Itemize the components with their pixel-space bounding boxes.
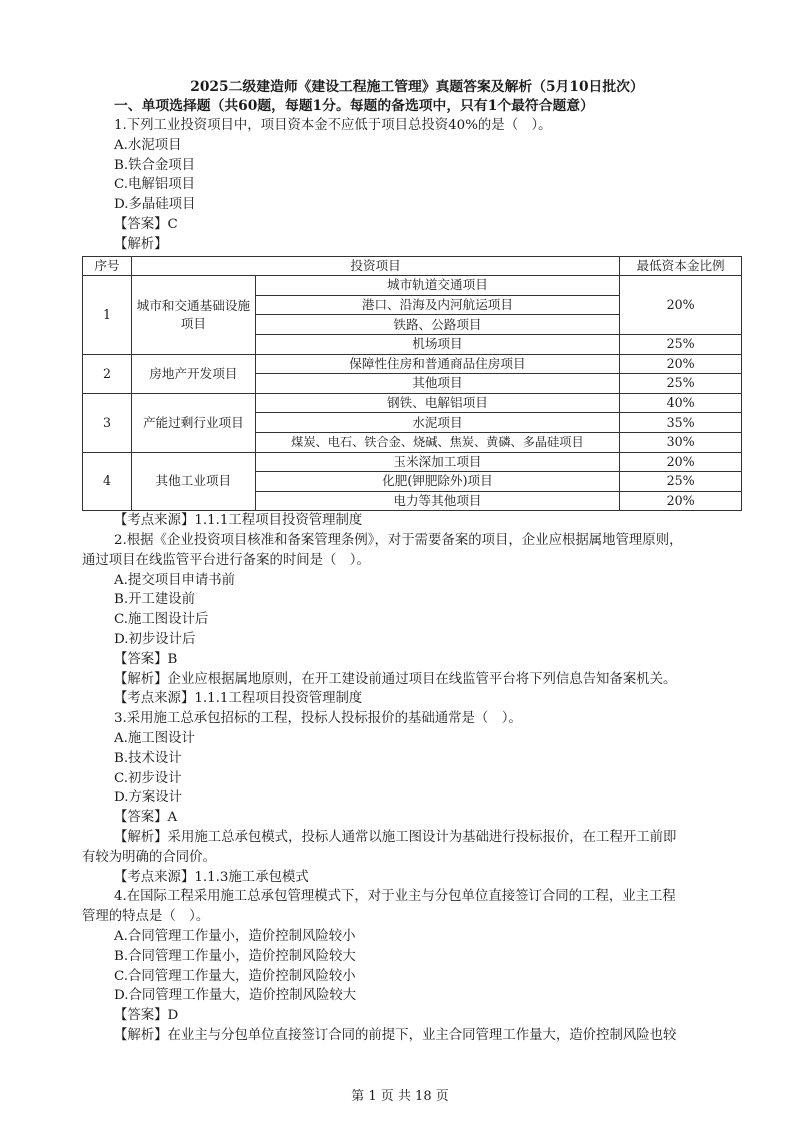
q3-analysis [82, 828, 742, 868]
g1-item-2: 港口、沿海及内河航运项目 [255, 295, 619, 315]
g4-item-1: 玉米深加工项目 [255, 452, 619, 472]
g3-item-2: 水泥项目 [255, 413, 619, 433]
g3-ratio-2: 35% [620, 413, 742, 433]
q3-option-d: D.方案设计 [114, 790, 183, 806]
g4-category: 其他工业项目 [131, 452, 255, 511]
g2-ratio-2: 25% [620, 374, 742, 394]
q4-option-a: A.合同管理工作量小，造价控制风险较小 [114, 929, 356, 945]
q4-stem-line-2: 管理的特点是（ ）。 [82, 909, 210, 925]
page-footer: 第 1 页 共 18 页 [351, 1089, 449, 1104]
q2-analysis: 【解析】企业应根据属地原则，在开工建设前通过项目在线监管平台将下列信息告知备案机关。 [114, 671, 677, 687]
q3-option-a: A.施工图设计 [114, 731, 195, 747]
g3-item-3: 煤炭、电石、铁合金、烧碱、焦炭、黄磷、多晶硅项目 [255, 432, 619, 452]
q3-source: 【考点来源】1.1.3施工承包模式 [114, 869, 309, 885]
g2-ratio-1: 20% [620, 354, 742, 374]
g1-category: 城市和交通基础设施项目 [131, 276, 255, 354]
g4-ratio-3: 20% [620, 491, 742, 511]
q1-source: 【考点来源】1.1.1工程项目投资管理制度 [114, 513, 363, 529]
q2-option-c: C.施工图设计后 [114, 612, 209, 628]
table-row [83, 393, 742, 413]
q2-stem-line-1: 2.根据《企业投资项目核准和备案管理条例》，对于需要备案的项目，企业应根据属地管理原则， [114, 533, 683, 549]
g2-item-2: 其他项目 [255, 374, 619, 394]
q4-option-b: B.合同管理工作量小，造价控制风险较大 [114, 948, 356, 964]
g3-ratio-1: 40% [620, 393, 742, 413]
section-heading: 一、单项选择题（共60题，每题1分。每题的备选项中，只有1个最符合题意） [114, 98, 594, 114]
g1-item-1: 城市轨道交通项目 [255, 276, 619, 296]
g3-category: 产能过剩行业项目 [131, 393, 255, 452]
q1-stem: 1.下列工业投资项目中，项目资本金不应低于项目总投资40%的是（ ）。 [114, 118, 552, 133]
q2-answer: 【答案】B [114, 651, 178, 667]
g2-item-1: 保障性住房和普通商品住房项目 [255, 354, 619, 374]
q2-source: 【考点来源】1.1.1工程项目投资管理制度 [114, 691, 363, 707]
q2-stem [82, 531, 742, 571]
q1-option-a: A.水泥项目 [114, 137, 182, 153]
g3-ratio-3: 30% [620, 432, 742, 452]
g2-no: 2 [83, 354, 132, 393]
g1-item-3: 铁路、公路项目 [255, 315, 619, 335]
g1-ratio-1: 20% [620, 276, 742, 335]
table-row [83, 452, 742, 472]
q3-option-c: C.初步设计 [114, 770, 182, 786]
header-project: 投资项目 [131, 256, 619, 276]
q3-stem: 3.采用施工总承包招标的工程，投标人投标报价的基础通常是（ ）。 [114, 711, 522, 727]
q1-option-b: B.铁合金项目 [114, 157, 196, 173]
document-title: 2025二级建造师《建设工程施工管理》真题答案及解析（5月10日批次） [190, 79, 644, 95]
g4-no: 4 [83, 452, 132, 511]
header-no: 序号 [83, 256, 132, 276]
q1-analysis-label: 【解析】 [114, 236, 168, 252]
q1-option-d: D.多晶硅项目 [114, 197, 196, 213]
q3-analysis-line-1: 【解析】采用施工总承包模式，投标人通常以施工图设计为基础进行投标报价，在工程开工前即 [114, 830, 677, 846]
q2-option-d: D.初步设计后 [114, 632, 196, 648]
q2-option-b: B.开工建设前 [114, 592, 196, 608]
g4-ratio-1: 20% [620, 452, 742, 472]
q2-stem-line-2: 通过项目在线监管平台进行备案的时间是（ ）。 [82, 552, 370, 568]
q4-stem [82, 887, 742, 927]
q3-analysis-line-2: 有较为明确的合同价。 [82, 849, 216, 865]
q1-option-c: C.电解铝项目 [114, 177, 195, 193]
q3-answer: 【答案】A [114, 810, 178, 826]
q3-option-b: B.技术设计 [114, 750, 182, 766]
g1-ratio-2: 25% [620, 334, 742, 354]
q4-stem-line-1: 4.在国际工程采用施工总承包管理模式下，对于业主与分包单位直接签订合同的工程，业主工程 [114, 889, 676, 905]
q4-analysis: 【解析】在业主与分包单位直接签订合同的前提下，业主合同管理工作量大，造价控制风险也较 [114, 1028, 677, 1044]
q4-option-c: C.合同管理工作量大，造价控制风险较小 [114, 968, 356, 984]
g4-ratio-2: 25% [620, 472, 742, 492]
table-row [83, 276, 742, 296]
g4-item-2: 化肥(钾肥除外)项目 [255, 472, 619, 492]
g4-item-3: 电力等其他项目 [255, 491, 619, 511]
g3-no: 3 [83, 393, 132, 452]
page-content [82, 78, 742, 1046]
q2-option-a: A.提交项目申请书前 [114, 572, 236, 588]
g1-no: 1 [83, 276, 132, 354]
table-header-row [83, 256, 742, 276]
g1-item-4: 机场项目 [255, 334, 619, 354]
q1-answer: 【答案】C [114, 216, 178, 232]
capital-ratio-table [82, 256, 742, 512]
q4-option-d: D.合同管理工作量大，造价控制风险较大 [114, 988, 357, 1004]
q4-answer: 【答案】D [114, 1008, 179, 1024]
table-row [83, 354, 742, 374]
g3-item-1: 钢铁、电解铝项目 [255, 393, 619, 413]
header-ratio: 最低资本金比例 [620, 256, 742, 276]
g2-category: 房地产开发项目 [131, 354, 255, 393]
